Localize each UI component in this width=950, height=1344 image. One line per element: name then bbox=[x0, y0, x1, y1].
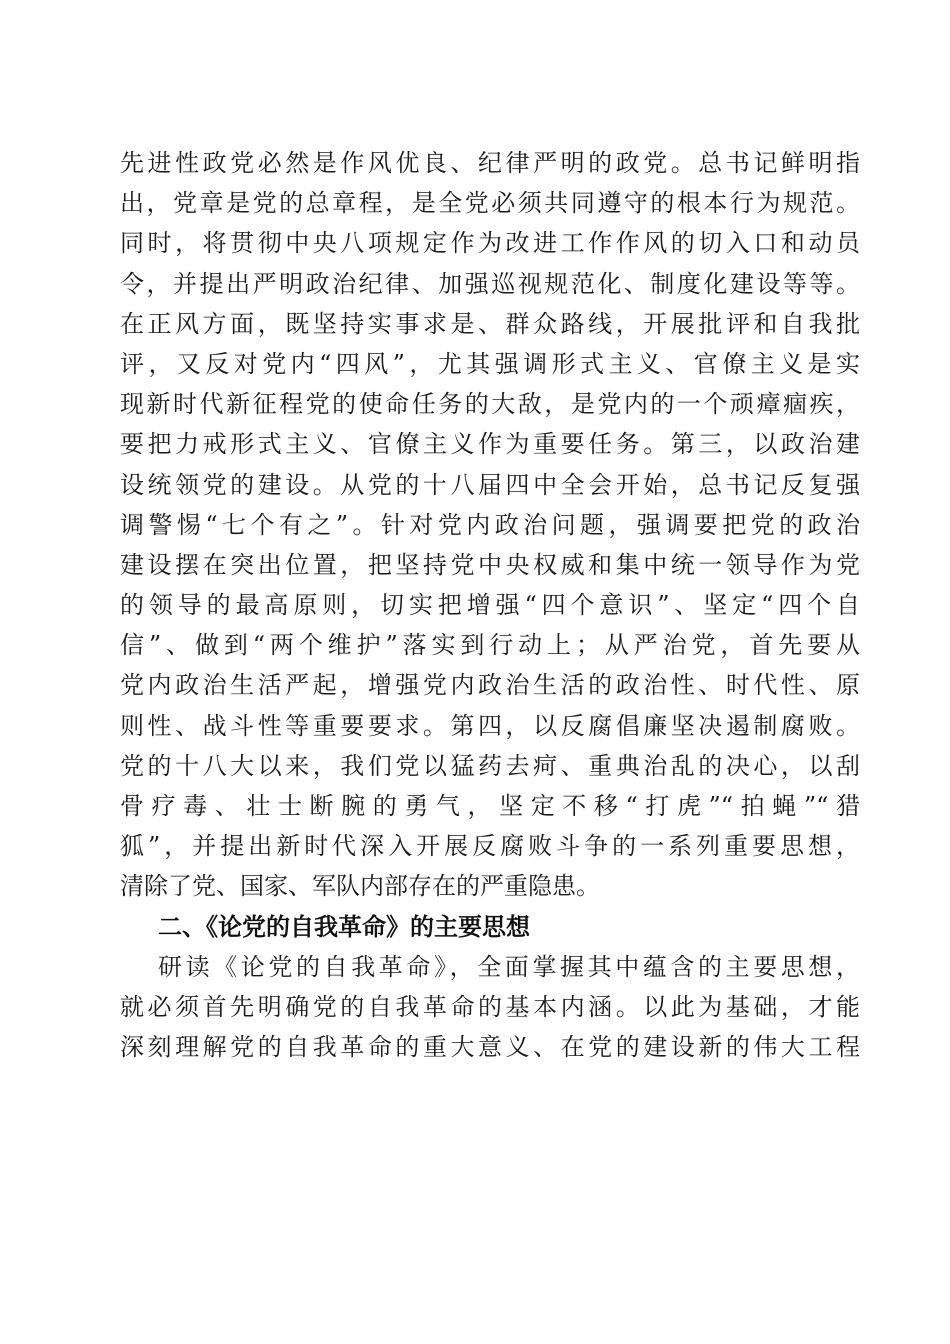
paragraph-line: 要把力戒形式主义、官僚主义作为重要任务。第三，以政治建 bbox=[120, 430, 860, 459]
paragraph-line: 就必须首先明确党的自我革命的基本内涵。以此为基础，才能 bbox=[120, 992, 860, 1021]
document-body bbox=[120, 143, 860, 1067]
paragraph-line: 设统领党的建设。从党的十八届四中全会开始，总书记反复强 bbox=[120, 470, 860, 499]
paragraph-line: 研读《论党的自我革命》，全面掌握其中蕴含的主要思想， bbox=[158, 952, 860, 981]
paragraph-line: 先进性政党必然是作风优良、纪律严明的政党。总书记鲜明指 bbox=[120, 149, 860, 177]
paragraph-1 bbox=[120, 143, 860, 907]
paragraph-line: 出，党章是党的总章程，是全党必须共同遵守的根本行为规范。 bbox=[120, 189, 860, 218]
section-heading: 二、《论党的自我革命》的主要思想 bbox=[158, 912, 530, 941]
paragraph-line: 党的十八大以来，我们党以猛药去疴、重典治乱的决心，以刮 bbox=[120, 751, 860, 780]
paragraph-line: 则性、战斗性等重要要求。第四，以反腐倡廉坚决遏制腐败。 bbox=[120, 711, 860, 740]
paragraph-line: 信”、做到“两个维护”落实到行动上；从严治党，首先要从 bbox=[120, 631, 860, 660]
paragraph-2 bbox=[120, 947, 860, 1068]
paragraph-line: 清除了党、国家、军队内部存在的严重隐患。 bbox=[120, 872, 600, 901]
paragraph-line: 现新时代新征程党的使命任务的大敌，是党内的一个顽瘴痼疾， bbox=[120, 390, 860, 419]
paragraph-line: 建设摆在突出位置，把坚持党中央权威和集中统一领导作为党 bbox=[120, 550, 860, 579]
paragraph-line: 令，并提出严明政治纪律、加强巡视规范化、制度化建设等等。 bbox=[120, 269, 860, 298]
paragraph-line: 的领导的最高原则，切实把增强“四个意识”、坚定“四个自 bbox=[120, 591, 860, 620]
paragraph-line: 党内政治生活严起，增强党内政治生活的政治性、时代性、原 bbox=[120, 671, 860, 700]
paragraph-line: 狐”，并提出新时代深入开展反腐败斗争的一系列重要思想， bbox=[120, 832, 860, 861]
paragraph-line: 深刻理解党的自我革命的重大意义、在党的建设新的伟大工程 bbox=[120, 1033, 860, 1062]
paragraph-line: 骨疗毒、壮士断腕的勇气，坚定不移“打虎”“拍蝇”“猎 bbox=[120, 792, 860, 820]
paragraph-line: 在正风方面，既坚持实事求是、群众路线，开展批评和自我批 bbox=[120, 309, 860, 338]
paragraph-line: 调警惕“七个有之”。针对党内政治问题，强调要把党的政治 bbox=[120, 510, 860, 539]
paragraph-line: 评，又反对党内“四风”，尤其强调形式主义、官僚主义是实 bbox=[120, 349, 860, 378]
paragraph-line: 同时，将贯彻中央八项规定作为改进工作作风的切入口和动员 bbox=[120, 229, 860, 258]
